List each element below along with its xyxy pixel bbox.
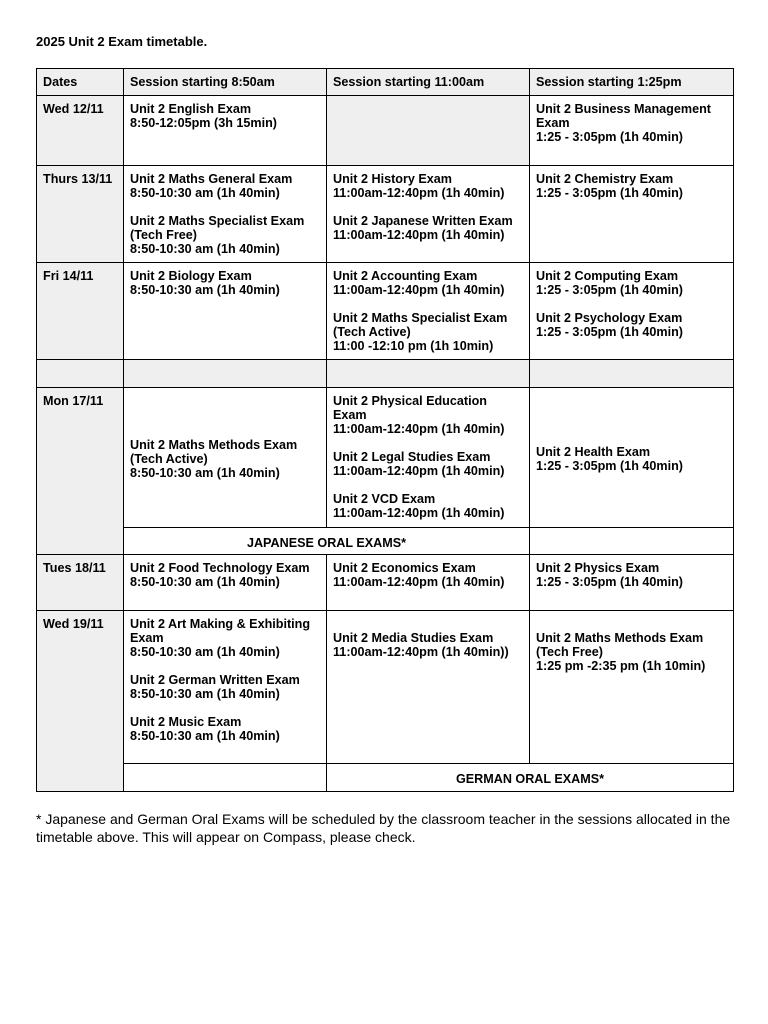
table-row: [37, 555, 734, 611]
date-cell: Mon 17/11: [37, 388, 124, 555]
exam-time: 1:25 pm -2:35 pm (1h 10min): [536, 659, 706, 673]
exam-name: Unit 2 Maths Methods Exam: [536, 631, 704, 645]
exam-time: 1:25 - 3:05pm (1h 40min): [536, 283, 683, 297]
header-session-850: Session starting 8:50am: [124, 69, 327, 96]
exam-cell: [327, 555, 530, 611]
exam-time: 8:50-10:30 am (1h 40min): [130, 283, 280, 297]
exam-name: Unit 2 Psychology Exam: [536, 311, 683, 325]
exam-name: Unit 2 Physical Education Exam: [333, 394, 487, 422]
oral-row: [37, 528, 734, 555]
exam-time: 11:00am-12:40pm (1h 40min): [333, 575, 505, 589]
empty-cell: [530, 528, 734, 555]
exam-cell: [124, 388, 327, 528]
page-title: 2025 Unit 2 Exam timetable.: [36, 34, 208, 49]
exam-name: Unit 2 Accounting Exam: [333, 269, 478, 283]
exam-time: 8:50-10:30 am (1h 40min): [130, 242, 280, 256]
header-row: [37, 69, 734, 96]
exam-name: Unit 2 Maths Specialist Exam: [333, 311, 508, 325]
german-oral-exams: GERMAN ORAL EXAMS*: [327, 764, 734, 792]
empty-cell: [327, 360, 530, 388]
exam-cell: [530, 388, 734, 528]
empty-cell: [530, 360, 734, 388]
exam-cell: [530, 611, 734, 764]
exam-name: Unit 2 Food Technology Exam: [130, 561, 310, 575]
exam-cell: [124, 96, 327, 166]
exam-name: Unit 2 English Exam: [130, 102, 252, 116]
exam-time: 11:00am-12:40pm (1h 40min)): [333, 645, 509, 659]
exam-cell: [530, 555, 734, 611]
exam-timetable: [36, 68, 734, 792]
exam-name: Unit 2 German Written Exam: [130, 673, 300, 687]
exam-name: Unit 2 Maths Methods Exam: [130, 438, 298, 452]
exam-name: Unit 2 Media Studies Exam: [333, 631, 494, 645]
exam-name: Unit 2 Japanese Written Exam: [333, 214, 513, 228]
empty-cell: [124, 360, 327, 388]
exam-name: Unit 2 History Exam: [333, 172, 452, 186]
exam-name: Unit 2 Biology Exam: [130, 269, 252, 283]
header-dates: Dates: [37, 69, 124, 96]
exam-time: 8:50-10:30 am (1h 40min): [130, 466, 280, 480]
empty-cell: [124, 764, 327, 792]
exam-name: Unit 2 Health Exam: [536, 445, 651, 459]
date-cell: Tues 18/11: [37, 555, 124, 611]
exam-name: Unit 2 Legal Studies Exam: [333, 450, 491, 464]
exam-name: Unit 2 Maths Specialist Exam: [130, 214, 305, 228]
empty-cell: [327, 96, 530, 166]
exam-cell: [530, 96, 734, 166]
exam-time: 1:25 - 3:05pm (1h 40min): [536, 325, 683, 339]
spacer-row: [37, 360, 734, 388]
exam-time: 8:50-10:30 am (1h 40min): [130, 729, 280, 743]
exam-time: 8:50-10:30 am (1h 40min): [130, 575, 280, 589]
date-cell: Wed 12/11: [37, 96, 124, 166]
footnote: * Japanese and German Oral Exams will be scheduled by the classroom teacher in the sessions allocated in the timetable above. This will appear on Compass, please check.: [36, 811, 731, 845]
exam-time: 11:00am-12:40pm (1h 40min): [333, 228, 505, 242]
exam-cell: [327, 166, 530, 263]
exam-time: 1:25 - 3:05pm (1h 40min): [536, 575, 683, 589]
exam-time: 1:25 - 3:05pm (1h 40min): [536, 186, 683, 200]
date-cell: Thurs 13/11: [37, 166, 124, 263]
exam-time: 11:00 -12:10 pm (1h 10min): [333, 339, 494, 353]
empty-cell: [37, 360, 124, 388]
date-cell: Wed 19/11: [37, 611, 124, 792]
exam-name: Unit 2 Maths General Exam: [130, 172, 293, 186]
exam-name: Unit 2 VCD Exam: [333, 492, 436, 506]
exam-time: 11:00am-12:40pm (1h 40min): [333, 464, 505, 478]
exam-cell: [327, 611, 530, 764]
header-session-125: Session starting 1:25pm: [530, 69, 734, 96]
exam-cell: [530, 263, 734, 360]
exam-note: (Tech Free): [130, 228, 197, 242]
exam-cell: [327, 388, 530, 528]
exam-time: 11:00am-12:40pm (1h 40min): [333, 506, 505, 520]
exam-time: 1:25 - 3:05pm (1h 40min): [536, 459, 683, 473]
table-row: [37, 611, 734, 764]
exam-note: (Tech Free): [536, 645, 603, 659]
oral-row: [37, 764, 734, 792]
exam-time: 1:25 - 3:05pm (1h 40min): [536, 130, 683, 144]
exam-cell: [124, 263, 327, 360]
japanese-oral-exams: JAPANESE ORAL EXAMS*: [124, 528, 530, 555]
exam-cell: [530, 166, 734, 263]
table-row: [37, 263, 734, 360]
exam-name: Unit 2 Economics Exam: [333, 561, 476, 575]
exam-cell: [124, 611, 327, 764]
exam-name: Unit 2 Chemistry Exam: [536, 172, 674, 186]
exam-cell: [327, 263, 530, 360]
date-cell: Fri 14/11: [37, 263, 124, 360]
exam-name: Unit 2 Physics Exam: [536, 561, 660, 575]
header-session-1100: Session starting 11:00am: [327, 69, 530, 96]
exam-name: Unit 2 Computing Exam: [536, 269, 679, 283]
exam-name: Unit 2 Music Exam: [130, 715, 242, 729]
exam-name: Unit 2 Business Management Exam: [536, 102, 711, 130]
exam-time: 11:00am-12:40pm (1h 40min): [333, 422, 505, 436]
exam-time: 11:00am-12:40pm (1h 40min): [333, 283, 505, 297]
exam-cell: [124, 555, 327, 611]
exam-time: 8:50-10:30 am (1h 40min): [130, 687, 280, 701]
table-row: [37, 166, 734, 263]
exam-time: 8:50-10:30 am (1h 40min): [130, 645, 280, 659]
table-row: [37, 96, 734, 166]
table-row: [37, 388, 734, 528]
exam-note: (Tech Active): [333, 325, 411, 339]
exam-time: 11:00am-12:40pm (1h 40min): [333, 186, 505, 200]
exam-name: Unit 2 Art Making & Exhibiting Exam: [130, 617, 311, 645]
exam-cell: [124, 166, 327, 263]
exam-time: 8:50-12:05pm (3h 15min): [130, 116, 277, 130]
exam-time: 8:50-10:30 am (1h 40min): [130, 186, 280, 200]
exam-note: (Tech Active): [130, 452, 208, 466]
